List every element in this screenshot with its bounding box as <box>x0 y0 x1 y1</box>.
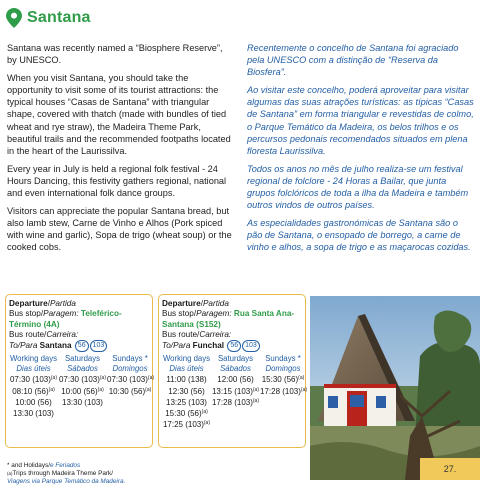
column-header <box>211 354 260 373</box>
departure-time: 17:28 $(103)^{(a)}$ <box>260 386 308 396</box>
portuguese-paragraph: As especialidades gastronómicas de Santana são o pão de Santana, o ensopado de borrego, a carne de vinho e alhos, a sopa de trigo e as maçarocas cozidas. <box>247 218 471 253</box>
time-list <box>162 374 211 430</box>
bus-stop-label-pt: Paragem: <box>196 309 232 319</box>
english-paragraph: Every year in July is held a regional folk festival - 24 Hours Dancing, this festivity gathers regional, national and even international folk dance groups. <box>7 163 227 199</box>
route-badge-56: 56 <box>227 340 241 352</box>
departure-time: 07:30 $(103)^{(a)}$ <box>107 375 155 385</box>
bus-stop-label: Bus stop/ <box>9 309 44 319</box>
column-header <box>9 354 58 373</box>
column-header-pt: Sábados <box>67 363 98 373</box>
column-header <box>107 354 153 373</box>
trip-marker: (a) <box>147 375 155 382</box>
trips-note-en: Trips through Madeira Theme Park/ <box>12 470 114 478</box>
departure-time: 15:30 $(56)^{(a)}$ <box>165 408 208 418</box>
departure-box-funchal <box>158 294 306 448</box>
bus-stop-line <box>162 309 302 330</box>
bus-stop-line <box>9 309 149 330</box>
schedule-column-saturdays <box>58 354 107 419</box>
departure-time: 13:30 (103) <box>13 408 54 418</box>
departure-label-pt: Partida <box>202 299 229 308</box>
portuguese-paragraph: Todos os anos no mês de julho realiza-se um festival regional de folclore - 24 Horas a Bailar, que junta grupos folclóricos de toda a ilha da Madeira e também outros vindos de outros países. <box>247 163 469 211</box>
holidays-note <box>7 462 125 470</box>
english-text-column <box>7 42 232 260</box>
bus-route-line <box>162 330 302 340</box>
schedule-table <box>9 354 155 419</box>
bus-route-label-pt: Carreira: <box>46 329 79 339</box>
column-header-en: Working days <box>162 354 211 364</box>
trip-marker: (a) <box>99 375 107 382</box>
departure-time: 10:00 $(56)^{(a)}$ <box>61 386 104 396</box>
departure-box-santana <box>5 294 153 448</box>
departure-time: 11:00 (138) <box>166 375 207 385</box>
departure-label-pt: Partida <box>49 299 76 308</box>
column-header-en: Saturdays <box>64 354 101 364</box>
departure-time: 07:30 $(103)^{(a)}$ <box>9 375 58 385</box>
to-label: To/Para <box>162 341 191 351</box>
destination-name: Funchal <box>192 341 225 351</box>
schedule-column-saturdays <box>211 354 260 430</box>
english-paragraph: Visitors can appreciate the popular Santana bread, but also lamb stew, Carne de Vinho e Alhos (Pork spiced with wine and garlic), Sopa de trigo (wheat soup) or the cooked cobs. <box>7 206 232 253</box>
bus-route-label-pt: Carreira: <box>199 329 232 339</box>
destination-line <box>9 340 149 352</box>
schedule-table <box>162 354 308 430</box>
trips-note <box>7 470 125 478</box>
location-pin-icon <box>6 8 22 28</box>
trip-marker: (a) <box>252 397 260 404</box>
departure-time: 17:25 $(103)^{(a)}$ <box>162 420 211 430</box>
time-list <box>58 374 107 408</box>
footnotes <box>7 462 125 487</box>
trip-marker: (a) <box>300 386 308 393</box>
departure-time: 15:30 $(56)^{(a)}$ <box>261 375 305 385</box>
trip-marker: (a) <box>97 386 104 393</box>
departure-time: 10:00 (56) <box>15 397 52 407</box>
departure-heading: Departure/Partida <box>162 299 229 308</box>
english-paragraph: Santana was recently named a “Biosphere Reserve”, by UNESCO. <box>7 43 223 66</box>
page-header <box>6 7 91 29</box>
portuguese-paragraph: Recentemente o concelho de Santana foi agraciado pela UNESCO com a distinção de “Reserva da Biosfera”. <box>247 43 459 78</box>
bus-route-line <box>9 330 149 340</box>
bus-stop-label: Bus stop/ <box>162 309 197 319</box>
trip-marker: (a) <box>201 408 208 415</box>
trip-marker: (a) <box>50 375 58 382</box>
trip-marker: (a) <box>252 386 260 393</box>
trips-note-pt: Viagens via Parque Temático da Madeira. <box>7 478 126 486</box>
route-badge-103: 103 <box>242 340 260 352</box>
column-header-pt: Domingos <box>112 363 148 373</box>
trip-marker: (a) <box>203 420 211 427</box>
time-list <box>9 374 58 419</box>
column-header-en: Sundays * <box>112 354 148 364</box>
route-badge-103: 103 <box>90 340 108 352</box>
destination-name: Santana <box>39 341 72 351</box>
departure-time: 12:30 (56) <box>168 386 205 396</box>
bus-route-label: Bus route/ <box>9 329 47 339</box>
schedule-column-sundays <box>260 354 306 430</box>
column-header-pt: Dias úteis <box>169 363 204 373</box>
page-title: Santana <box>27 9 91 26</box>
column-header <box>260 354 306 373</box>
destination-line <box>162 340 302 352</box>
column-header-en: Working days <box>9 354 58 364</box>
english-paragraph: When you visit Santana, you should take the opportunity to visit some of its tourist attractions: the typical houses “Casas de Santana” with triangular shape, covered with thatch (made with bundles of tied wheat and rye straw), the Madeira Theme Park, beautiful trails and the recommended footpaths located in the heart of the Laurissilva. <box>7 73 231 156</box>
schedule-column-working-days <box>162 354 211 430</box>
departure-label: Departure <box>9 299 48 308</box>
santana-house-photo <box>310 296 480 480</box>
column-header-pt: Domingos <box>265 363 301 373</box>
departure-time: 07:30 $(103)^{(a)}$ <box>58 375 107 385</box>
bus-stop-name: Teleférico-Término (4A) <box>9 309 122 329</box>
to-label: To/Para <box>9 341 38 351</box>
column-header-en: Sundays * <box>265 354 301 364</box>
departure-time: 10:30 $(56)^{(a)}$ <box>108 386 152 396</box>
trips-note-mark: (a) <box>7 471 13 477</box>
route-badge-56: 56 <box>75 340 89 352</box>
departure-time: 08:10 $(56)^{(a)}$ <box>12 386 55 396</box>
holidays-note-en: * and Holidays/ <box>7 462 50 469</box>
departure-time: 17:28 $(103)^{(a)}$ <box>211 397 260 407</box>
bus-route-label: Bus route/ <box>162 329 200 339</box>
bus-stop-name: Rua Santa Ana-Santana (S152) <box>162 309 295 329</box>
page-number: 27. <box>420 458 480 480</box>
column-header-pt: Sábados <box>220 363 251 373</box>
trip-marker: (a) <box>145 386 152 393</box>
departure-heading: Departure/Partida <box>9 299 76 308</box>
column-header <box>58 354 107 373</box>
bus-stop-label-pt: Paragem: <box>43 309 79 319</box>
trip-marker: (a) <box>298 375 305 382</box>
portuguese-paragraph: Ao visitar este concelho, poderá aproveitar para visitar algumas das suas atrações turísticas: as típicas “Casas de Santana” em forma triangular e revestidas de colmo, o Parque Temático da Madeira, os belos trilhos e os percursos pedonais recomendados situados em plena floresta Laurissilva. <box>247 85 474 156</box>
column-header-en: Saturdays <box>217 354 254 364</box>
departure-label: Departure <box>162 299 201 308</box>
departure-time: 12:00 (56) <box>217 375 254 385</box>
holidays-note-pt: e Feriados <box>49 462 81 469</box>
schedule-column-working-days <box>9 354 58 419</box>
departure-time: 13:25 (103) <box>166 397 207 407</box>
time-list <box>211 374 260 408</box>
departure-time: 13:15 $(103)^{(a)}$ <box>211 386 260 396</box>
departure-time: 13:30 (103) <box>62 397 103 407</box>
trip-marker: (a) <box>48 386 55 393</box>
time-list <box>107 374 153 396</box>
portuguese-text-column <box>247 42 475 260</box>
schedule-column-sundays <box>107 354 153 419</box>
column-header-pt: Dias úteis <box>16 363 51 373</box>
time-list <box>260 374 306 396</box>
column-header <box>162 354 211 373</box>
